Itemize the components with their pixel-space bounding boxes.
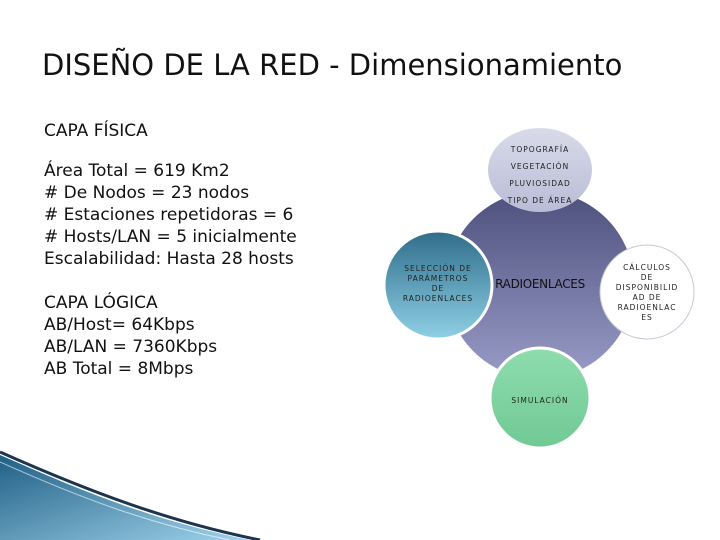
- right-node-line: ES: [641, 313, 653, 322]
- page-title: DISEÑO DE LA RED - Dimensionamiento: [42, 48, 623, 82]
- right-node-line: AD DE: [632, 293, 662, 302]
- physical-line: Área Total = 619 Km2: [44, 161, 230, 181]
- logical-line: AB/Host= 64Kbps: [44, 315, 195, 335]
- physical-line: # De Nodos = 23 nodos: [44, 183, 250, 203]
- right-node-line: CÁLCULOS: [623, 263, 671, 272]
- physical-line: Escalabilidad: Hasta 28 hosts: [44, 249, 294, 269]
- top-node-line: TOPOGRAFÍA: [510, 145, 570, 154]
- bottom-node-label: SIMULACIÓN: [511, 396, 569, 405]
- physical-layer-heading: CAPA FÍSICA: [44, 121, 148, 141]
- left-node-line: PARÁMETROS: [407, 274, 469, 283]
- corner-decoration: [0, 452, 260, 540]
- right-node-label: [605, 263, 689, 323]
- right-node-line: RADIOENLAC: [617, 303, 677, 312]
- top-node-label: [488, 141, 592, 209]
- right-node-line: DISPONIBILID: [615, 283, 679, 292]
- center-node-label: RADIOENLACES: [495, 277, 585, 291]
- physical-line: # Hosts/LAN = 5 inicialmente: [44, 227, 297, 247]
- logical-line: AB Total = 8Mbps: [44, 359, 194, 379]
- logical-layer-heading: CAPA LÓGICA: [44, 293, 158, 313]
- physical-line: # Estaciones repetidoras = 6: [44, 205, 294, 225]
- left-node-line: RADIOENLACES: [402, 294, 474, 303]
- right-node-line: DE: [640, 273, 654, 282]
- logical-line: AB/LAN = 7360Kbps: [44, 337, 218, 357]
- left-node-label: [386, 264, 490, 304]
- left-node-line: SELECCIÓN DE: [404, 264, 472, 273]
- top-node-line: PLUVIOSIDAD: [509, 179, 571, 188]
- left-node-line: DE: [431, 284, 445, 293]
- top-node-line: VEGETACIÓN: [510, 162, 570, 171]
- top-node-line: TIPO DE ÁREA: [507, 196, 573, 205]
